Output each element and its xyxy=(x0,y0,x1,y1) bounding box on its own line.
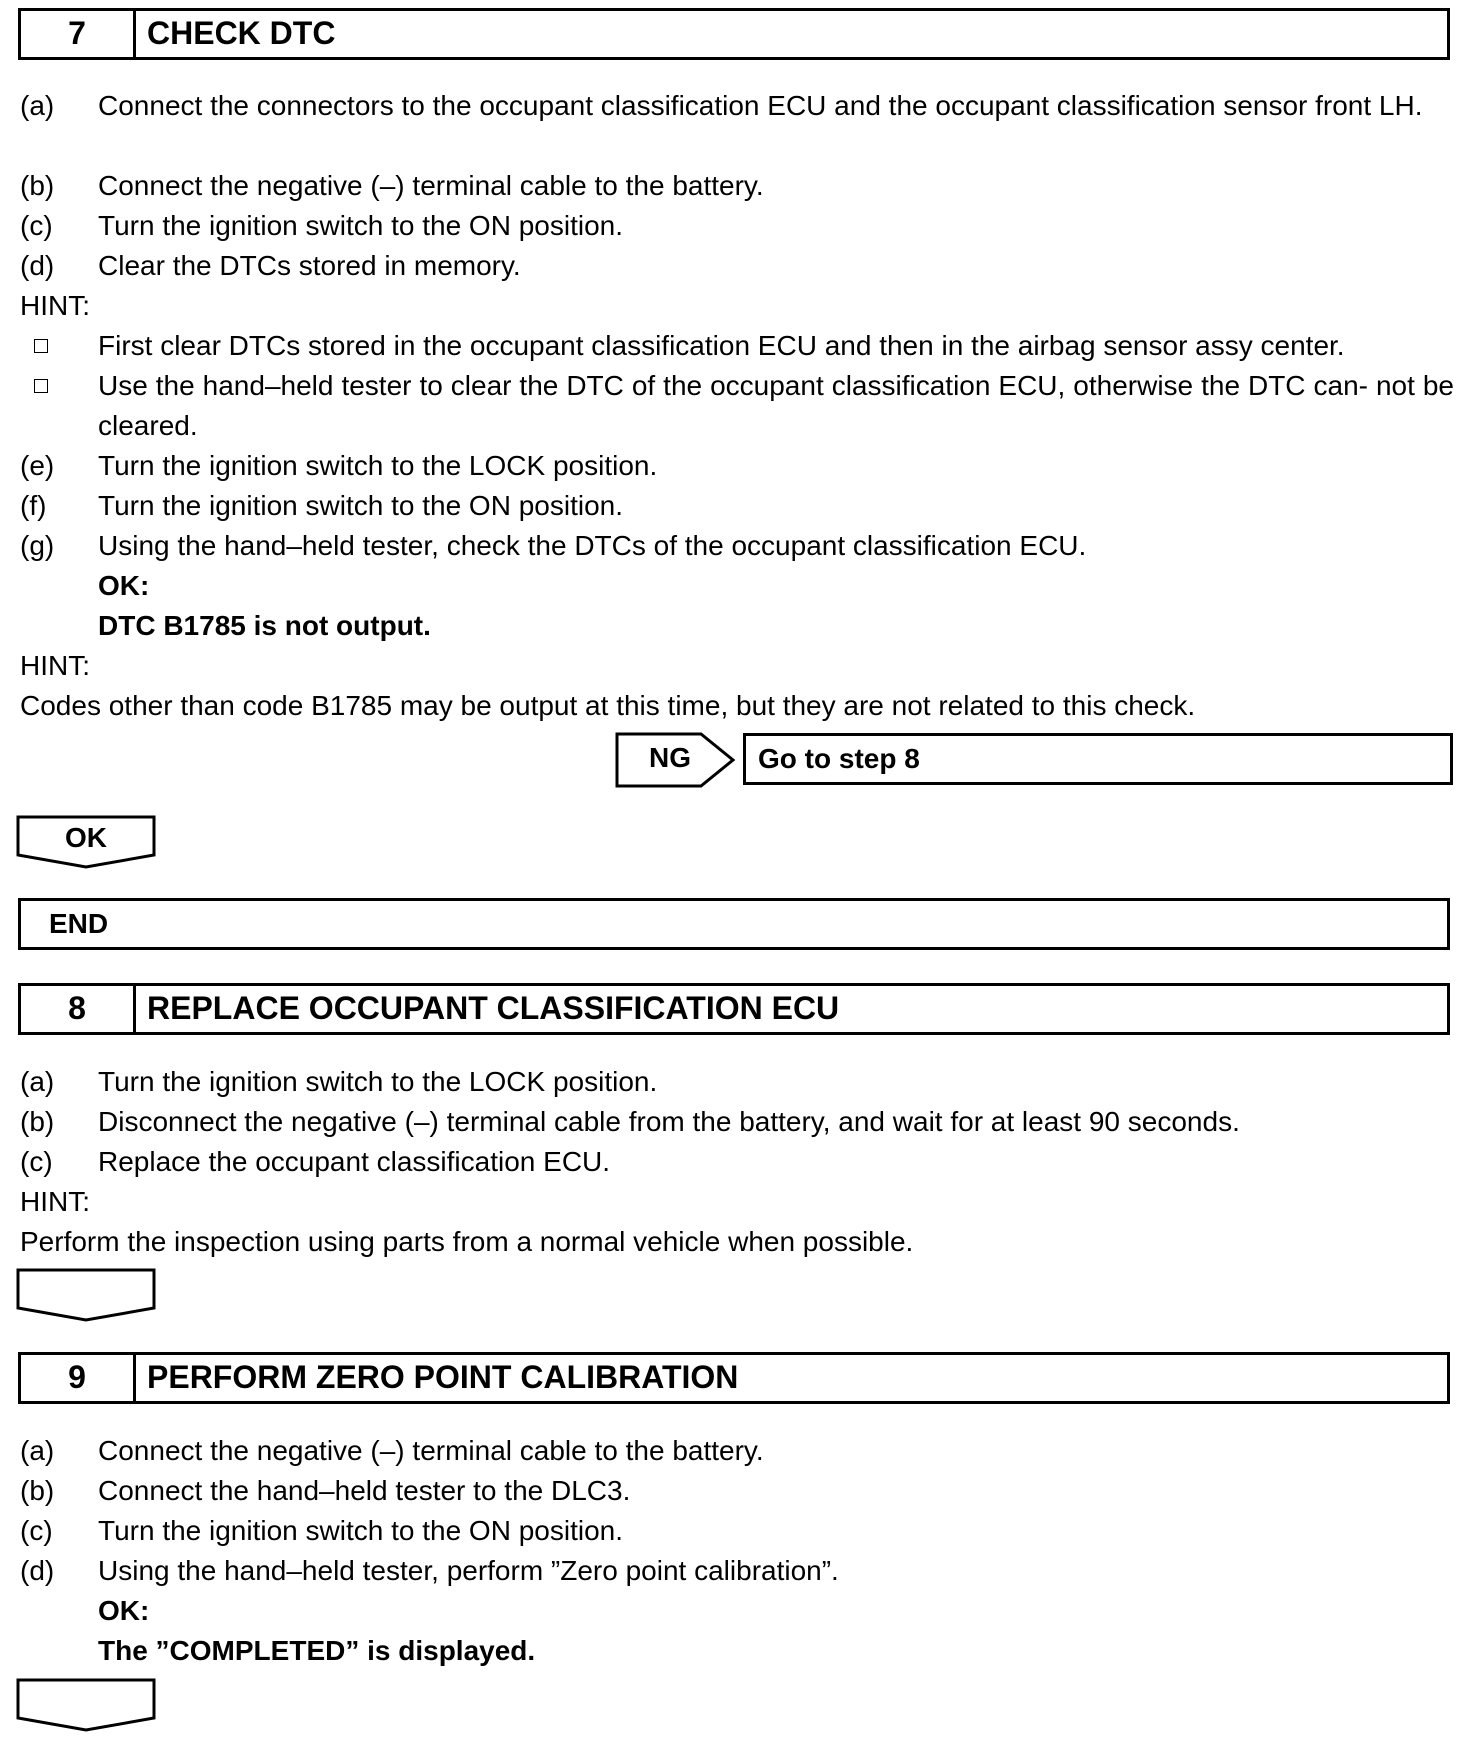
step-7-g-label: (g) xyxy=(20,530,55,561)
step-8-number: 8 xyxy=(21,986,136,1032)
step-7-d-text: Clear the DTCs stored in memory. xyxy=(98,250,521,281)
step-7-c-label: (c) xyxy=(20,210,53,241)
step-7-title: CHECK DTC xyxy=(147,15,336,51)
step-8-b-label: (b) xyxy=(20,1106,55,1137)
step-8-b-text: Disconnect the negative (–) terminal cable from the battery, and wait for at least 90 seconds. xyxy=(98,1106,1240,1137)
step-7-header xyxy=(18,8,1450,60)
step-7-b-label: (b) xyxy=(20,170,55,201)
step-9-ok-label: OK: xyxy=(98,1595,150,1626)
next-step-arrow-tag xyxy=(16,1268,156,1322)
next-step-arrow-tag xyxy=(16,1678,156,1732)
step-8-a-label: (a) xyxy=(20,1066,55,1097)
step-7-hint-label: HINT: xyxy=(20,290,90,321)
step-7-e-label: (e) xyxy=(20,450,55,481)
step-7-c-text: Turn the ignition switch to the ON position. xyxy=(98,210,623,241)
checkbox-bullet-icon xyxy=(34,339,48,353)
step-8-title: REPLACE OCCUPANT CLASSIFICATION ECU xyxy=(147,990,840,1026)
step-9-title: PERFORM ZERO POINT CALIBRATION xyxy=(147,1359,739,1395)
step-7-hint-bullet-2: Use the hand–held tester to clear the DTC of the occupant classification ECU, otherwise the DTC can- not be cleared. xyxy=(98,370,1454,441)
step-9-a-text: Connect the negative (–) terminal cable to the battery. xyxy=(98,1435,764,1466)
step-9-header xyxy=(18,1352,1450,1404)
step-9-b-text: Connect the hand–held tester to the DLC3. xyxy=(98,1475,631,1506)
step-7-f-label: (f) xyxy=(20,490,47,521)
step-7-ok-label: OK: xyxy=(98,570,150,601)
step-9-d-label: (d) xyxy=(20,1555,55,1586)
step-7-a-text: Connect the connectors to the occupant classification ECU and the occupant classification sensor front LH. xyxy=(98,90,1423,121)
checkbox-bullet-icon xyxy=(34,379,48,393)
step-9-a-label: (a) xyxy=(20,1435,55,1466)
step-8-a-text: Turn the ignition switch to the LOCK position. xyxy=(98,1066,658,1097)
step-9-b-label: (b) xyxy=(20,1475,55,1506)
ng-go-to-step-box[interactable] xyxy=(743,733,1453,785)
step-9-d-text: Using the hand–held tester, perform ”Zero point calibration”. xyxy=(98,1555,839,1586)
step-7-a-label: (a) xyxy=(20,90,55,121)
ng-label: NG xyxy=(649,742,691,773)
step-7-hint2-label: HINT: xyxy=(20,650,90,681)
step-9-number: 9 xyxy=(21,1355,136,1401)
step-7-hint2-text: Codes other than code B1785 may be output at this time, but they are not related to this check. xyxy=(20,690,1196,721)
step-9-ok-text: The ”COMPLETED” is displayed. xyxy=(98,1635,536,1666)
step-9-c-label: (c) xyxy=(20,1515,53,1546)
step-7-e-text: Turn the ignition switch to the LOCK position. xyxy=(98,450,658,481)
step-7-ok-text: DTC B1785 is not output. xyxy=(98,610,431,641)
end-box xyxy=(18,898,1450,950)
step-7-g-text: Using the hand–held tester, check the DTCs of the occupant classification ECU. xyxy=(98,530,1087,561)
step-8-hint-text: Perform the inspection using parts from a normal vehicle when possible. xyxy=(20,1226,914,1257)
step-7-number: 7 xyxy=(21,11,136,57)
step-8-hint-label: HINT: xyxy=(20,1186,90,1217)
end-label: END xyxy=(49,908,109,939)
step-7-hint-bullet-1: First clear DTCs stored in the occupant classification ECU and then in the airbag sensor assy center. xyxy=(98,330,1345,361)
step-7-d-label: (d) xyxy=(20,250,55,281)
ok-tag-label: OK xyxy=(65,822,107,853)
step-7-b-text: Connect the negative (–) terminal cable to the battery. xyxy=(98,170,764,201)
step-7-f-text: Turn the ignition switch to the ON position. xyxy=(98,490,623,521)
step-8-header xyxy=(18,983,1450,1035)
step-9-c-text: Turn the ignition switch to the ON position. xyxy=(98,1515,623,1546)
step-8-c-label: (c) xyxy=(20,1146,53,1177)
step-8-c-text: Replace the occupant classification ECU. xyxy=(98,1146,611,1177)
ng-go-to-step-text: Go to step 8 xyxy=(758,743,920,774)
